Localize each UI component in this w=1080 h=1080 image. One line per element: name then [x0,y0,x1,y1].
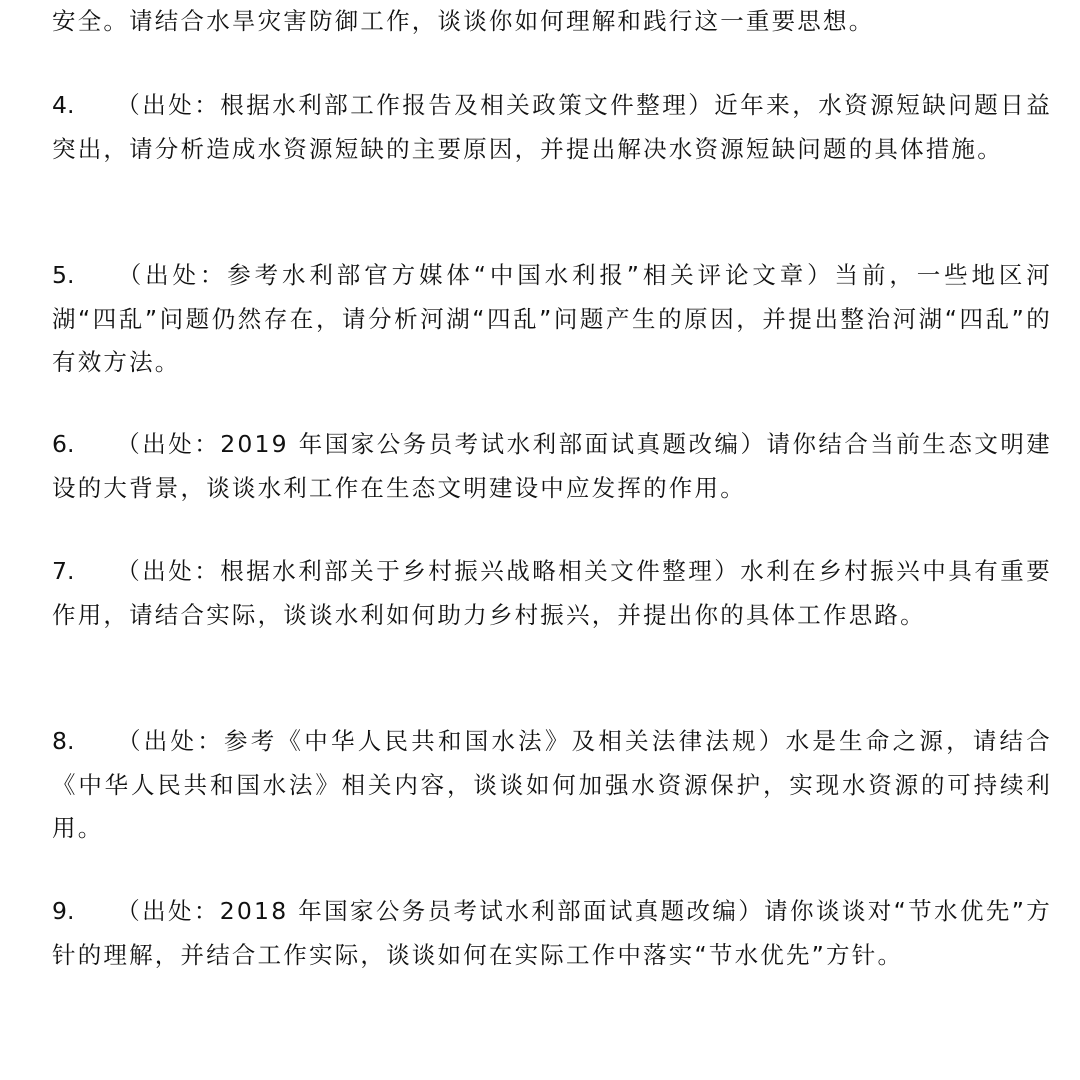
question-4 [52,84,1052,171]
question-text: （出处：参考《中华人民共和国水法》及相关法律法规）水是生命之源，请结合《中华人民共和国水法》相关内容，谈谈如何加强水资源保护，实现水资源的可持续利用。 [52,727,1052,842]
question-6 [52,423,1052,510]
continuation-paragraph: 安全。请结合水旱灾害防御工作，谈谈你如何理解和践行这一重要思想。 [52,7,875,35]
question-number: 9. [52,897,75,925]
question-number: 8. [52,727,75,755]
question-number: 4. [52,91,75,119]
question-text: （出处：根据水利部关于乡村振兴战略相关文件整理）水利在乡村振兴中具有重要作用，请结合实际，谈谈水利如何助力乡村振兴，并提出你的具体工作思路。 [52,557,1052,629]
question-text: （出处：2019 年国家公务员考试水利部面试真题改编）请你结合当前生态文明建设的大背景，谈谈水利工作在生态文明建设中应发挥的作用。 [52,430,1052,502]
question-number: 6. [52,430,75,458]
question-text: （出处：根据水利部工作报告及相关政策文件整理）近年来，水资源短缺问题日益突出，请分析造成水资源短缺的主要原因，并提出解决水资源短缺问题的具体措施。 [52,91,1052,163]
question-9 [52,890,1052,977]
question-number: 7. [52,557,75,585]
question-text: （出处：参考水利部官方媒体“中国水利报”相关评论文章）当前，一些地区河湖“四乱”问题仍然存在，请分析河湖“四乱”问题产生的原因，并提出整治河湖“四乱”的有效方法。 [52,261,1052,376]
question-number: 5. [52,261,75,289]
question-text: （出处：2018 年国家公务员考试水利部面试真题改编）请你谈谈对“节水优先”方针的理解，并结合工作实际，谈谈如何在实际工作中落实“节水优先”方针。 [52,897,1052,969]
question-7 [52,550,1052,637]
question-5 [52,254,1052,385]
question-8 [52,720,1052,851]
